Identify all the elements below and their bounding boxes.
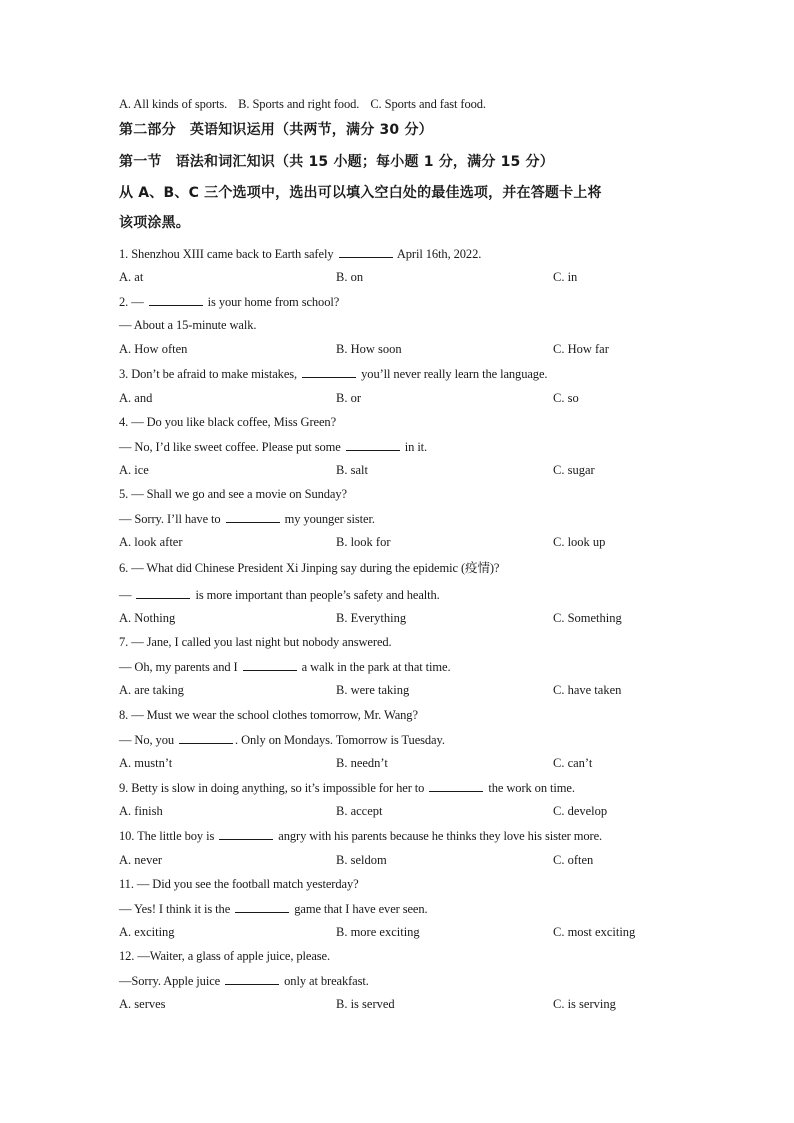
question-6-reply [119, 586, 440, 603]
question-6-options [119, 610, 679, 626]
question-10-stem-end: angry with his parents because he thinks they love his sister more. [278, 829, 603, 843]
previous-question-options [119, 96, 486, 112]
question-3-stem: 3. Don’t be afraid to make mistakes, [119, 367, 298, 381]
question-7-stem-end: a walk in the park at that time. [301, 660, 451, 674]
question-8-stem-end: . Only on Mondays. Tomorrow is Tuesday. [235, 733, 445, 747]
question-10 [119, 827, 602, 844]
question-7: 7. — Jane, I called you last night but nobody answered. [119, 635, 392, 649]
question-5-reply [119, 510, 375, 527]
question-11-stem-end: game that I have ever seen. [294, 902, 428, 916]
question-8: 8. — Must we wear the school clothes tomorrow, Mr. Wang? [119, 708, 418, 722]
question-6-stem-end: is more important than people’s safety and health. [195, 588, 440, 602]
option-a: A. All kinds of sports. [119, 97, 228, 111]
question-8-reply [119, 731, 445, 748]
question-12-reply [119, 972, 369, 989]
option-b: B. more exciting [336, 925, 420, 939]
question-6: 6. — What did Chinese President Xi Jinping say during the epidemic (疫情)? [119, 561, 500, 575]
option-a: A. and [119, 391, 153, 405]
option-c: C. Something [553, 611, 622, 625]
question-4-reply [119, 438, 427, 455]
question-11-reply [119, 900, 428, 917]
option-c: C. is serving [553, 997, 616, 1011]
option-a: A. mustn’t [119, 756, 173, 770]
option-b: B. salt [336, 463, 368, 477]
option-c: C. have taken [553, 683, 622, 697]
option-c: C. look up [553, 535, 606, 549]
question-12: 12. —Waiter, a glass of apple juice, please. [119, 949, 331, 963]
question-1 [119, 245, 481, 262]
answer-blank [179, 731, 233, 744]
answer-blank [302, 365, 356, 378]
question-2-stem: 2. — [119, 295, 144, 309]
option-c: C. can’t [553, 756, 593, 770]
option-a: A. finish [119, 804, 163, 818]
option-c: C. How far [553, 342, 609, 356]
question-10-stem: 10. The little boy is [119, 829, 215, 843]
option-b: B. accept [336, 804, 383, 818]
question-12-options [119, 996, 679, 1012]
option-b: B. Everything [336, 611, 407, 625]
option-b: B. seldom [336, 853, 387, 867]
answer-blank [346, 438, 400, 451]
option-a: A. at [119, 270, 144, 284]
answer-blank [225, 972, 279, 985]
option-a: A. ice [119, 463, 149, 477]
question-4-options [119, 462, 679, 478]
question-9-stem: 9. Betty is slow in doing anything, so it’s impossible for her to [119, 781, 425, 795]
option-a: A. look after [119, 535, 183, 549]
option-b: B. on [336, 270, 364, 284]
question-3-options [119, 390, 679, 406]
answer-blank [235, 900, 289, 913]
answer-blank [429, 779, 483, 792]
option-c: C. develop [553, 804, 608, 818]
answer-blank [226, 510, 280, 523]
part-two-title: 英语知识运用（共两节，满分 30 分） [189, 122, 433, 138]
question-5-options [119, 534, 679, 550]
option-c: C. so [553, 391, 579, 405]
question-2-stem-end: is your home from school? [207, 295, 340, 309]
question-5-stem-end: my younger sister. [284, 512, 375, 526]
question-12-stem-end: only at breakfast. [284, 974, 369, 988]
question-9-options [119, 803, 679, 819]
instruction-line-1: 从 A、B、C 三个选项中，选出可以填入空白处的最佳选项，并在答题卡上将 [119, 185, 602, 201]
question-7-options [119, 682, 679, 698]
question-1-stem: 1. Shenzhou XIII came back to Earth safely [119, 247, 334, 261]
answer-blank [243, 658, 297, 671]
option-b: B. Sports and right food. [238, 97, 360, 111]
instruction-line-2: 该项涂黑。 [119, 215, 190, 231]
question-1-options [119, 269, 679, 285]
question-2-reply: — About a 15-minute walk. [119, 318, 257, 332]
answer-blank [149, 293, 203, 306]
question-8-options [119, 755, 679, 771]
option-a: A. How often [119, 342, 188, 356]
question-2 [119, 293, 339, 310]
section-one-title: 语法和词汇知识（共 15 小题；每小题 1 分，满分 15 分） [175, 154, 554, 170]
option-a: A. are taking [119, 683, 184, 697]
part-two-heading [119, 120, 433, 140]
option-b: B. needn’t [336, 756, 388, 770]
question-4: 4. — Do you like black coffee, Miss Green? [119, 415, 337, 429]
question-3 [119, 365, 547, 382]
question-3-stem-end: you’ll never really learn the language. [361, 367, 548, 381]
question-7-stem: — Oh, my parents and I [119, 660, 238, 674]
option-c: C. sugar [553, 463, 595, 477]
option-b: B. is served [336, 997, 395, 1011]
option-b: B. look for [336, 535, 391, 549]
option-c: C. Sports and fast food. [370, 97, 486, 111]
answer-blank [339, 245, 393, 258]
option-b: B. were taking [336, 683, 410, 697]
question-9-stem-end: the work on time. [488, 781, 575, 795]
question-4-stem-end: in it. [404, 440, 428, 454]
question-11-stem: — Yes! I think it is the [119, 902, 231, 916]
question-8-stem: — No, you [119, 733, 175, 747]
section-one-label: 第一节 [119, 154, 162, 170]
question-1-stem-end: April 16th, 2022. [396, 247, 482, 261]
option-c: C. often [553, 853, 594, 867]
question-5: 5. — Shall we go and see a movie on Sunday? [119, 487, 347, 501]
answer-blank [219, 827, 273, 840]
option-a: A. exciting [119, 925, 175, 939]
part-two-label: 第二部分 [119, 122, 176, 138]
answer-blank [136, 586, 190, 599]
option-a: A. never [119, 853, 163, 867]
question-11: 11. — Did you see the football match yesterday? [119, 877, 359, 891]
option-c: C. most exciting [553, 925, 636, 939]
question-6-stem: — [119, 588, 132, 602]
option-b: B. or [336, 391, 361, 405]
option-a: A. serves [119, 997, 166, 1011]
option-b: B. How soon [336, 342, 402, 356]
question-2-options [119, 341, 679, 357]
question-9 [119, 779, 575, 796]
section-one-heading [119, 152, 554, 172]
question-10-options [119, 852, 679, 868]
question-4-stem: — No, I’d like sweet coffee. Please put some [119, 440, 341, 454]
question-11-options [119, 924, 679, 940]
option-c: C. in [553, 270, 578, 284]
question-12-stem: —Sorry. Apple juice [119, 974, 221, 988]
question-7-reply [119, 658, 451, 675]
option-a: A. Nothing [119, 611, 176, 625]
question-5-stem: — Sorry. I’ll have to [119, 512, 221, 526]
